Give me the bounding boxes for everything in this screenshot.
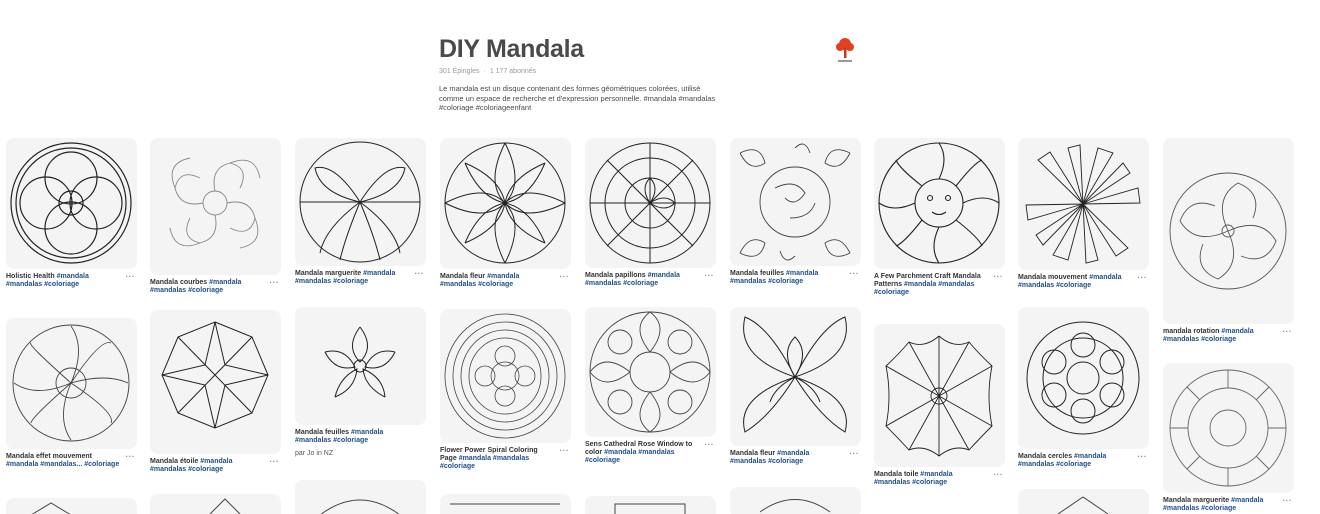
pin-hashtags[interactable]: #mandala #mandalas... #coloriage — [6, 461, 120, 468]
pin-title: Mandala marguerite — [1163, 497, 1232, 504]
pin-title: Mandala cercles — [1018, 453, 1075, 460]
pin-card[interactable] — [150, 138, 281, 295]
pin-caption[interactable] — [585, 440, 714, 465]
pin-image[interactable] — [150, 310, 281, 454]
pin-image[interactable] — [295, 480, 426, 514]
pin-image[interactable] — [295, 138, 426, 266]
pin-caption[interactable] — [150, 278, 279, 295]
pin-image[interactable] — [730, 307, 861, 446]
more-options-icon[interactable]: ··· — [993, 470, 1003, 479]
more-options-icon[interactable]: ··· — [125, 272, 135, 281]
pin-caption[interactable] — [440, 272, 569, 289]
more-options-icon[interactable]: ··· — [704, 440, 714, 449]
pin-image[interactable] — [6, 138, 137, 269]
pin-image[interactable] — [730, 138, 861, 266]
pin-card[interactable] — [6, 318, 137, 469]
pin-title: Mandala étoile — [150, 458, 201, 465]
pin-title: Mandala effet mouvement — [6, 453, 92, 460]
pin-hashtags[interactable]: #mandala #mandalas #coloriage — [874, 281, 975, 296]
pin-image[interactable] — [874, 324, 1005, 467]
followers-count[interactable]: 1 177 abonnés — [489, 68, 537, 75]
pin-card[interactable] — [150, 310, 281, 474]
pin-card[interactable] — [874, 324, 1005, 487]
pin-title: Mandala papillons — [585, 272, 648, 279]
more-options-icon[interactable]: ··· — [414, 269, 424, 278]
pin-hashtags[interactable]: #mandala #mandalas #coloriage — [730, 450, 810, 465]
pin-caption[interactable] — [6, 452, 135, 469]
pin-card[interactable] — [585, 496, 716, 514]
pin-caption[interactable] — [585, 271, 714, 288]
pin-card[interactable] — [440, 138, 571, 289]
pin-caption[interactable] — [150, 457, 279, 474]
pin-title: Sens Cathedral Rose Window to color — [585, 441, 693, 456]
pin-card[interactable] — [295, 138, 426, 286]
pin-caption[interactable] — [1018, 273, 1147, 290]
pin-hashtags[interactable]: #mandala #mandalas #coloriage — [1163, 497, 1264, 512]
more-options-icon[interactable]: ··· — [269, 457, 279, 466]
pin-caption[interactable] — [730, 449, 859, 466]
tree-logo-icon — [832, 36, 858, 66]
pin-image[interactable] — [585, 496, 716, 514]
pin-title: Mandala courbes — [150, 279, 210, 286]
pin-hashtags[interactable]: #mandala #mandalas #coloriage — [1163, 328, 1254, 343]
pin-card[interactable] — [150, 494, 281, 514]
more-options-icon[interactable]: ··· — [704, 271, 714, 280]
pin-card[interactable] — [295, 307, 426, 457]
pin-title: Flower Power Spiral Coloring Page — [440, 447, 538, 462]
more-options-icon[interactable]: ··· — [559, 446, 569, 455]
pin-source[interactable]: par Jo in NZ — [295, 450, 334, 457]
pin-hashtags[interactable]: #mandala #mandalas #coloriage — [440, 273, 520, 288]
pin-hashtags[interactable]: #mandala #mandalas #coloriage — [440, 455, 530, 470]
more-options-icon[interactable]: ··· — [1282, 327, 1292, 336]
pin-card[interactable] — [1018, 489, 1149, 514]
pin-caption[interactable] — [6, 272, 135, 289]
pin-title: Mandala fleur — [730, 450, 778, 457]
pin-title: Mandala feuilles — [730, 270, 787, 277]
pin-image[interactable] — [440, 309, 571, 443]
pin-image[interactable] — [295, 307, 426, 425]
pin-title: Holistic Health — [6, 273, 57, 280]
more-options-icon[interactable]: ··· — [269, 278, 279, 287]
more-options-icon[interactable]: ··· — [1137, 452, 1147, 461]
pin-image[interactable] — [440, 138, 571, 269]
board-stats — [439, 68, 739, 75]
pin-card[interactable] — [1018, 138, 1149, 290]
pin-image[interactable] — [1018, 138, 1149, 270]
pin-hashtags[interactable]: #mandala #mandalas #coloriage — [1018, 274, 1122, 289]
pin-title: Mandala marguerite — [295, 270, 364, 277]
pin-card[interactable] — [440, 494, 571, 514]
pin-card[interactable] — [1163, 363, 1294, 513]
pin-hashtags[interactable]: #mandala #mandalas #coloriage — [730, 270, 819, 285]
pin-image[interactable] — [1018, 307, 1149, 449]
pin-caption[interactable] — [1018, 452, 1147, 469]
more-options-icon[interactable]: ··· — [849, 269, 859, 278]
pin-card[interactable] — [1018, 307, 1149, 469]
more-options-icon[interactable]: ··· — [559, 272, 569, 281]
pin-card[interactable] — [295, 480, 426, 514]
pin-caption[interactable] — [874, 272, 1003, 297]
pin-card[interactable] — [585, 307, 716, 465]
board-title: DIY Mandala — [439, 35, 584, 63]
meta-separator: · — [483, 68, 486, 75]
more-options-icon[interactable]: ··· — [1282, 496, 1292, 505]
pin-image[interactable] — [1163, 138, 1294, 324]
pin-title: mandala rotation — [1163, 328, 1222, 335]
pin-image[interactable] — [1018, 489, 1149, 514]
owner-avatar[interactable] — [832, 36, 858, 66]
pins-count[interactable]: 301 Épingles — [439, 68, 480, 75]
pin-image[interactable] — [1163, 363, 1294, 493]
pin-caption[interactable] — [440, 446, 569, 471]
pin-card[interactable] — [1163, 138, 1294, 344]
pin-image[interactable] — [150, 138, 281, 275]
more-options-icon[interactable]: ··· — [1137, 273, 1147, 282]
pin-hashtags[interactable]: #mandala #mandalas #coloriage — [1018, 453, 1107, 468]
more-options-icon[interactable]: ··· — [849, 449, 859, 458]
pin-card[interactable] — [874, 138, 1005, 297]
pin-card[interactable] — [6, 498, 137, 514]
pin-image[interactable] — [730, 487, 861, 514]
pin-hashtags[interactable]: #mandala #mandalas #coloriage — [150, 279, 242, 294]
pin-hashtags[interactable]: #mandala #mandalas #coloriage — [874, 471, 953, 486]
pin-title: Mandala mouvement — [1018, 274, 1090, 281]
pin-card[interactable] — [730, 307, 861, 466]
pin-title: Mandala feuilles — [295, 429, 352, 436]
pin-card[interactable] — [6, 138, 137, 289]
pin-image[interactable] — [150, 494, 281, 514]
pin-title: Mandala toile — [874, 471, 921, 478]
pin-hashtags[interactable]: #mandala #mandalas #coloriage — [150, 458, 233, 473]
pin-hashtags[interactable]: #mandala #mandalas #coloriage — [585, 449, 675, 464]
pin-hashtags[interactable]: #mandala #mandalas #coloriage — [295, 429, 384, 444]
board-description: Le mandala est un disque contenant des formes géométriques colorées, utilisé comme un espace de recherche et d'expression personnelle. #mandala #mandalas #coloriage #coloriageenfant — [439, 84, 716, 112]
pin-title: Mandala fleur — [440, 273, 488, 280]
pin-caption[interactable] — [1163, 327, 1292, 344]
pin-caption[interactable] — [295, 269, 424, 286]
pin-card[interactable] — [730, 138, 861, 286]
pin-image[interactable] — [6, 318, 137, 449]
pin-image[interactable] — [6, 498, 137, 514]
board-header — [439, 34, 739, 113]
pin-caption[interactable] — [730, 269, 859, 286]
pin-image[interactable] — [440, 494, 571, 514]
more-options-icon[interactable]: ··· — [993, 272, 1003, 281]
pin-card[interactable] — [585, 138, 716, 288]
pin-image[interactable] — [874, 138, 1005, 269]
pin-caption[interactable] — [1163, 496, 1292, 513]
pin-caption[interactable] — [295, 429, 410, 445]
pin-hashtags[interactable]: #mandala #mandalas #coloriage — [295, 270, 396, 285]
pin-image[interactable] — [585, 307, 716, 437]
pin-hashtags[interactable]: #mandala #mandalas #coloriage — [6, 273, 89, 288]
more-options-icon[interactable]: ··· — [125, 452, 135, 461]
pin-card[interactable] — [730, 487, 861, 514]
pin-hashtags[interactable]: #mandala #mandalas #coloriage — [585, 272, 680, 287]
pin-card[interactable] — [440, 309, 571, 471]
pin-image[interactable] — [585, 138, 716, 268]
pin-caption[interactable] — [874, 470, 1003, 487]
pin-title: A Few Parchment Craft Mandala Patterns — [874, 273, 981, 288]
